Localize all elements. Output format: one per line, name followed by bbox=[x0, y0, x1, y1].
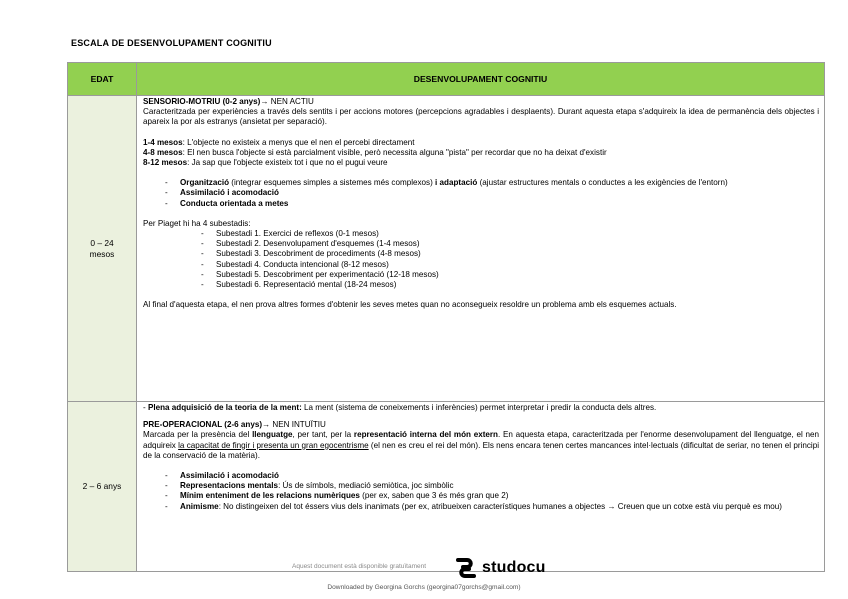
list-item: - Animisme: No distingeixen del tot éssers vius dels inanimats (per ex, atribueixen característiques humanes a objectes → Creuen que un cotxe està viu perquè es mou) bbox=[165, 502, 819, 512]
document-title: ESCALA DE DESENVOLUPAMENT COGNITIU bbox=[71, 38, 272, 48]
concept-list bbox=[143, 178, 819, 209]
content-cell bbox=[137, 96, 825, 402]
list-item: - Organització (integrar esquemes simples a sistemes més complexos) i adaptació (ajustar estructures mentals o conductes a les exigències de l'entorn) bbox=[165, 178, 819, 188]
stage-heading: SENSORIO-MOTRIU (0-2 anys)→ NEN ACTIU bbox=[143, 97, 314, 106]
download-footer: Downloaded by Georgina Gorchs (georgina07gorchs@gmail.com) bbox=[327, 584, 521, 591]
piaget-intro: Per Piaget hi ha 4 subestadis: bbox=[143, 218, 251, 228]
age-range: 2 – 6 anys bbox=[82, 481, 122, 492]
month-item: 1-4 mesos: L'objecte no existeix a menys que el nen el percebi directament bbox=[143, 137, 415, 147]
month-item: 4-8 mesos: El nen busca l'objecte si està parcialment visible, però necessita alguna "pista" per recordar que no ha deixat d'existir bbox=[143, 147, 607, 157]
month-item: 8-12 mesos: Ja sap que l'objecte existeix tot i que no el pugui veure bbox=[143, 158, 388, 168]
studocu-wordmark: studocu bbox=[482, 559, 546, 576]
header-development: DESENVOLUPAMENT COGNITIU bbox=[137, 63, 825, 96]
content-cell bbox=[137, 402, 825, 572]
age-range: 0 – 24 bbox=[90, 238, 114, 248]
availability-note: Aquest document està disponible gratuïtament bbox=[292, 563, 427, 570]
list-item: - Subestadi 4. Conducta intencional (8-12 mesos) bbox=[201, 260, 819, 270]
age-cell bbox=[68, 402, 137, 572]
list-item: - Mínim enteniment de les relacions numèriques (per ex, saben que 3 és més gran que 2) bbox=[165, 491, 819, 501]
list-item: - Subestadi 6. Representació mental (18-24 mesos) bbox=[201, 280, 819, 290]
stage-heading: PRE-OPERACIONAL (2-6 anys)→ NEN INTUÏTIU bbox=[143, 420, 326, 430]
age-cell bbox=[68, 96, 137, 402]
list-item: - Subestadi 3. Descobriment de procediments (4-8 mesos) bbox=[201, 249, 819, 259]
stage-closing: Al final d'aquesta etapa, el nen prova altres formes d'obtenir les seves metes quan no aconsegueix resoldre un problema amb els esquemes actuals. bbox=[143, 300, 677, 310]
stage-description: Marcada per la presència del llenguatge, per tant, per la representació interna del món extern. En aquesta etapa, caracteritzada per l'enorme desenvolupament del llenguatge, el nen adquireix la capacitat de fingir i presenta un gran egocentrisme (el nen es creu el rei del món). Els nens encara tenen certes mancances intel·lectuals (dificultat de seriar, no tenen el principi de la conservació de la matèria). bbox=[143, 430, 819, 460]
studocu-logo-icon bbox=[455, 557, 477, 579]
list-item: - Representacions mentals: Ús de símbols, mediació semiòtica, joc simbòlic bbox=[165, 481, 819, 491]
table-row bbox=[68, 96, 825, 402]
table-header-row bbox=[68, 63, 825, 96]
studocu-brand[interactable] bbox=[455, 557, 546, 579]
concept-list bbox=[143, 471, 819, 512]
substage-list bbox=[143, 229, 819, 290]
mind-theory: - Plena adquisició de la teoria de la ment: La ment (sistema de coneixements i inferències) permet interpretar i predir la conducta dels altres. bbox=[143, 403, 657, 412]
age-unit: mesos bbox=[89, 248, 115, 259]
list-item: - Conducta orientada a metes bbox=[165, 199, 819, 209]
list-item: - Assimilació i acomodació bbox=[165, 471, 819, 481]
list-item: - Assimilació i acomodació bbox=[165, 188, 819, 198]
list-item: - Subestadi 5. Descobriment per experimentació (12-18 mesos) bbox=[201, 270, 819, 280]
stage-intro: Caracteritzada per experiències a través dels sentits i per accions motores (percepcions agradables i desplaents). Durant aquesta etapa s'adquireix la idea de permanència dels objectes i apareix la por als estranys (ansietat per separació). bbox=[143, 107, 819, 127]
table-row bbox=[68, 402, 825, 572]
list-item: - Subestadi 2. Desenvolupament d'esquemes (1-4 mesos) bbox=[201, 239, 819, 249]
list-item: - Subestadi 1. Exercici de reflexos (0-1 mesos) bbox=[201, 229, 819, 239]
development-table bbox=[67, 62, 825, 572]
header-age: EDAT bbox=[68, 63, 137, 96]
